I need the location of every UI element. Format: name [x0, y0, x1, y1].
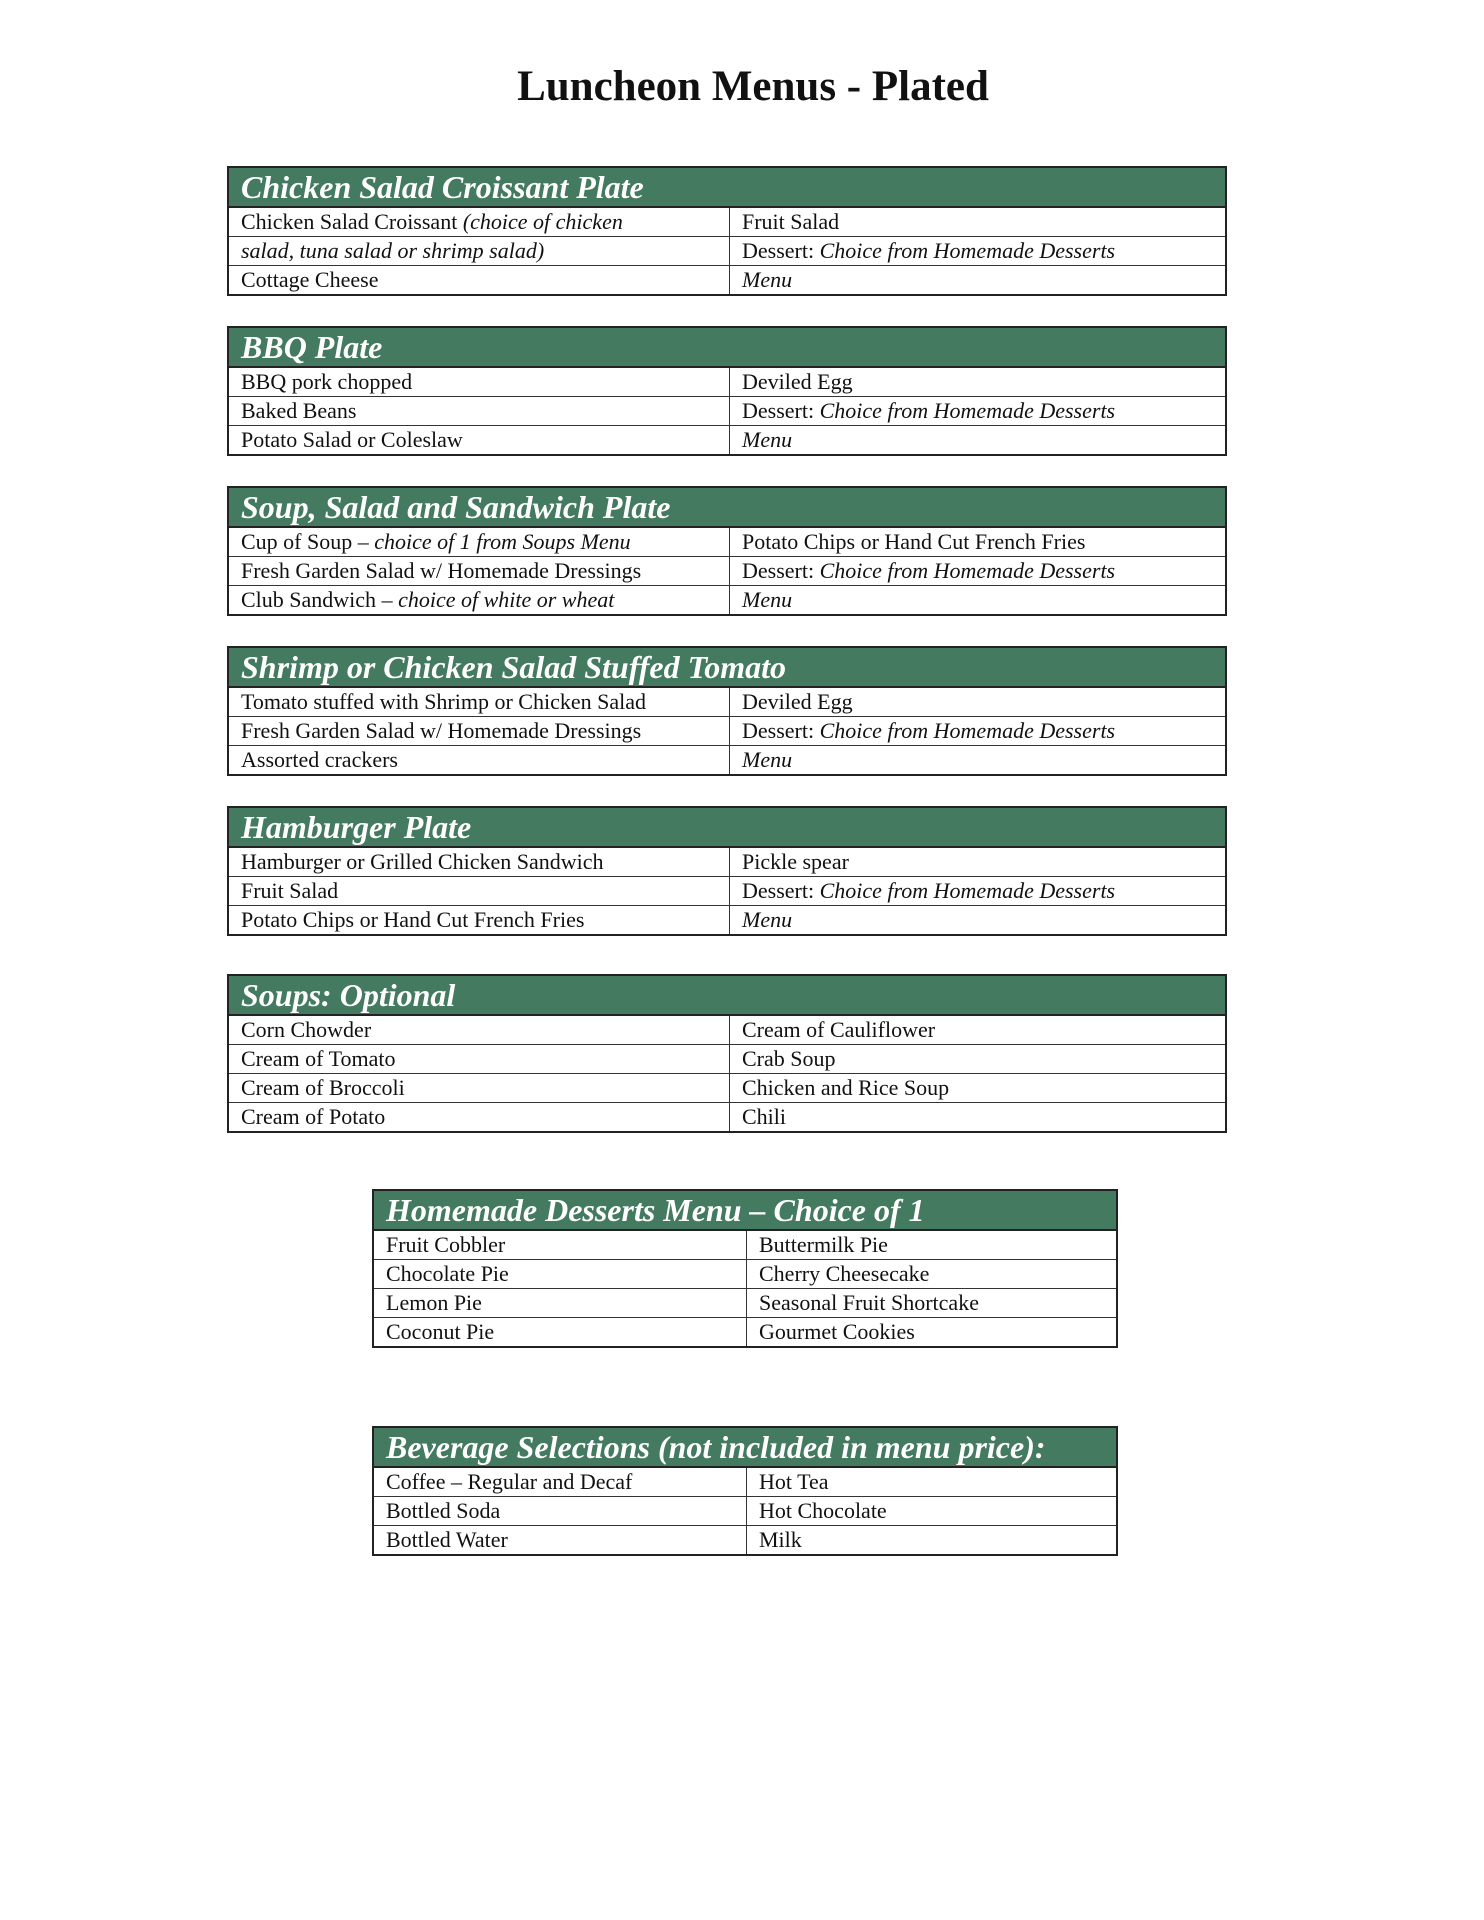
table-heading: Chicken Salad Croissant Plate — [229, 168, 1225, 208]
hamburger-plate-table — [227, 806, 1227, 936]
item-cell: Potato Chips or Hand Cut French Fries — [742, 529, 1086, 554]
item-cell: Lemon Pie — [374, 1289, 747, 1317]
table-row — [374, 1231, 1116, 1259]
table-row — [229, 585, 1225, 614]
table-row — [229, 425, 1225, 454]
table-row — [229, 848, 1225, 876]
item-cell: Chicken Salad Croissant (choice of chicken — [229, 208, 730, 236]
soups-optional-table — [227, 974, 1227, 1133]
item-cell: Menu — [742, 747, 793, 772]
item-cell: Dessert: Choice from Homemade Desserts — [742, 398, 1116, 423]
item-cell: Cherry Cheesecake — [759, 1261, 930, 1286]
table-row — [374, 1317, 1116, 1346]
item-cell: Potato Chips or Hand Cut French Fries — [229, 906, 730, 934]
item-cell: Dessert: Choice from Homemade Desserts — [742, 238, 1116, 263]
table-heading: Soup, Salad and Sandwich Plate — [229, 488, 1225, 528]
table-row — [229, 528, 1225, 556]
item-cell: Crab Soup — [742, 1046, 836, 1071]
item-cell: Corn Chowder — [229, 1016, 730, 1044]
table-row — [229, 265, 1225, 294]
table-row — [229, 876, 1225, 905]
item-cell: Bottled Water — [374, 1526, 747, 1554]
table-row — [229, 396, 1225, 425]
item-cell: Fresh Garden Salad w/ Homemade Dressings — [229, 717, 730, 745]
table-heading: Hamburger Plate — [229, 808, 1225, 848]
homemade-desserts-table — [372, 1189, 1118, 1348]
item-cell: Potato Salad or Coleslaw — [229, 426, 730, 454]
item-cell: Chicken and Rice Soup — [742, 1075, 950, 1100]
item-cell: Deviled Egg — [742, 689, 853, 714]
item-cell: Menu — [742, 907, 793, 932]
item-cell: Seasonal Fruit Shortcake — [759, 1290, 979, 1315]
item-cell: salad, tuna salad or shrimp salad) — [229, 237, 730, 265]
table-row — [229, 688, 1225, 716]
item-cell: Coconut Pie — [374, 1318, 747, 1346]
item-cell: Hamburger or Grilled Chicken Sandwich — [229, 848, 730, 876]
item-cell: Menu — [742, 587, 793, 612]
item-cell: Club Sandwich – choice of white or wheat — [229, 586, 730, 614]
table-row — [374, 1496, 1116, 1525]
bbq-plate-table — [227, 326, 1227, 456]
item-cell: Cream of Cauliflower — [742, 1017, 936, 1042]
soup-salad-sandwich-table — [227, 486, 1227, 616]
table-row — [229, 208, 1225, 236]
table-row — [374, 1288, 1116, 1317]
item-cell: Dessert: Choice from Homemade Desserts — [742, 558, 1116, 583]
table-row — [229, 745, 1225, 774]
item-cell: Fruit Salad — [742, 209, 840, 234]
table-row — [229, 556, 1225, 585]
chicken-salad-croissant-table — [227, 166, 1227, 296]
item-cell: Deviled Egg — [742, 369, 853, 394]
beverage-selections-table — [372, 1426, 1118, 1556]
table-row — [229, 716, 1225, 745]
table-row — [374, 1259, 1116, 1288]
table-heading: Shrimp or Chicken Salad Stuffed Tomato — [229, 648, 1225, 688]
item-cell: Milk — [759, 1527, 802, 1552]
item-cell: Cream of Tomato — [229, 1045, 730, 1073]
item-cell: Baked Beans — [229, 397, 730, 425]
item-cell: Tomato stuffed with Shrimp or Chicken Salad — [229, 688, 730, 716]
table-row — [374, 1468, 1116, 1496]
item-cell: BBQ pork chopped — [229, 368, 730, 396]
item-cell: Chili — [742, 1104, 787, 1129]
table-row — [229, 236, 1225, 265]
table-row — [229, 905, 1225, 934]
item-cell: Cup of Soup – choice of 1 from Soups Menu — [229, 528, 730, 556]
table-row — [229, 1044, 1225, 1073]
table-row — [229, 1016, 1225, 1044]
item-cell: Cream of Potato — [229, 1103, 730, 1131]
table-row — [229, 368, 1225, 396]
stuffed-tomato-table — [227, 646, 1227, 776]
item-cell: Dessert: Choice from Homemade Desserts — [742, 718, 1116, 743]
item-cell: Fruit Cobbler — [374, 1231, 747, 1259]
table-heading: BBQ Plate — [229, 328, 1225, 368]
item-cell: Gourmet Cookies — [759, 1319, 915, 1344]
item-cell: Menu — [742, 427, 793, 452]
item-cell: Fresh Garden Salad w/ Homemade Dressings — [229, 557, 730, 585]
item-cell: Dessert: Choice from Homemade Desserts — [742, 878, 1116, 903]
item-cell: Fruit Salad — [229, 877, 730, 905]
page-title: Luncheon Menus - Plated — [517, 63, 989, 110]
table-heading: Soups: Optional — [229, 976, 1225, 1016]
item-cell: Chocolate Pie — [374, 1260, 747, 1288]
table-heading: Homemade Desserts Menu – Choice of 1 — [374, 1191, 1116, 1231]
item-cell: Buttermilk Pie — [759, 1232, 888, 1257]
item-cell: Hot Chocolate — [759, 1498, 887, 1523]
item-cell: Menu — [742, 267, 793, 292]
table-row — [374, 1525, 1116, 1554]
item-cell: Cream of Broccoli — [229, 1074, 730, 1102]
item-cell: Pickle spear — [742, 849, 849, 874]
table-heading: Beverage Selections (not included in menu price): — [374, 1428, 1116, 1468]
item-cell: Bottled Soda — [374, 1497, 747, 1525]
table-row — [229, 1073, 1225, 1102]
item-cell: Hot Tea — [759, 1469, 829, 1494]
table-row — [229, 1102, 1225, 1131]
item-cell: Cottage Cheese — [229, 266, 730, 294]
item-cell: Assorted crackers — [229, 746, 730, 774]
item-cell: Coffee – Regular and Decaf — [374, 1468, 747, 1496]
